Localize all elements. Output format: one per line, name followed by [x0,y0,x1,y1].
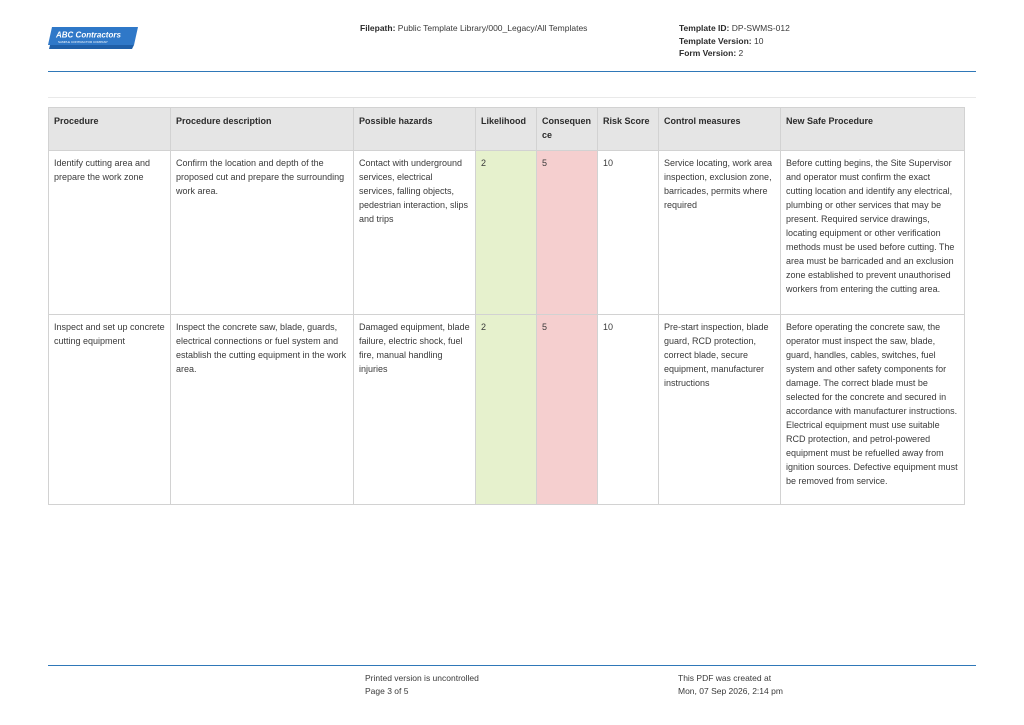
footer-divider [48,665,976,666]
cell-hazards: Damaged equipment, blade failure, electric shock, fuel fire, manual handling injuries [354,315,476,505]
swms-table [48,107,965,505]
cell-description: Confirm the location and depth of the proposed cut and prepare the surrounding work area. [171,151,354,315]
footer-left [365,672,479,698]
created-label: This PDF was created at [678,673,772,683]
cell-likelihood: 2 [476,315,537,505]
created-timestamp: Mon, 07 Sep 2026, 2:14 pm [678,686,783,696]
logo-subtext: SAMPLE CONTRACTOR COMPANY [58,40,108,44]
cell-consequence: 5 [537,315,598,505]
col-header-likelihood: Likelihood [476,108,537,151]
cell-procedure: Identify cutting area and prepare the work zone [49,151,171,315]
cell-hazards: Contact with underground services, electrical services, falling objects, pedestrian interaction, slips and trips [354,151,476,315]
cell-controls: Pre-start inspection, blade guard, RCD protection, correct blade, secure equipment, manufacturer instructions [659,315,781,505]
cell-new-procedure: Before operating the concrete saw, the operator must inspect the saw, blade, guard, handles, cables, switches, fuel system and other safety components for damage. The correct blade must be selected for the concrete and secured in accordance with manufacturer instructions. Electrical equipment must use suitable RCD protection, and petrol-powered equipment must be refuelled away from ignition sources. Defective equipment must be removed from service. [781,315,965,505]
cell-consequence: 5 [537,151,598,315]
template-info [679,22,790,60]
col-header-procedure: Procedure [49,108,171,151]
filepath [360,22,587,34]
table-row [49,315,965,505]
company-logo [48,26,140,50]
cell-risk-score: 10 [598,315,659,505]
template-version: Template Version: 10 [679,35,764,46]
header-divider [48,71,976,72]
cell-risk-score: 10 [598,151,659,315]
cell-description: Inspect the concrete saw, blade, guards, electrical connections or fuel system and establish the cutting equipment in the work area. [171,315,354,505]
uncontrolled-notice: Printed version is uncontrolled [365,673,479,683]
col-header-hazards: Possible hazards [354,108,476,151]
footer-right [678,672,783,698]
page-number: Page 3 of 5 [365,686,409,696]
col-header-risk-score: Risk Score [598,108,659,151]
cell-controls: Service locating, work area inspection, exclusion zone, barricades, permits where required [659,151,781,315]
col-header-new-safe-procedure: New Safe Procedure [781,108,965,151]
col-header-consequence: Consequen ce [537,108,598,151]
section-divider [48,97,976,98]
filepath-label: Filepath: [360,23,396,33]
col-header-description: Procedure description [171,108,354,151]
cell-procedure: Inspect and set up concrete cutting equipment [49,315,171,505]
cell-new-procedure: Before cutting begins, the Site Supervisor and operator must confirm the exact cutting location and identify any electrical, plumbing or other services that may be present. Required service drawings, locating equipment or other verification methods must be used before cutting. The area must be barricaded and an exclusion zone established to prevent unauthorised workers from entering the cutting area. [781,151,965,315]
col-header-control-measures: Control measures [659,108,781,151]
table-header-row [49,108,965,151]
template-id: Template ID: DP-SWMS-012 [679,23,790,33]
filepath-value: Public Template Library/000_Legacy/All Templates [397,23,588,33]
table-row [49,151,965,315]
form-version: Form Version: 2 [679,48,744,58]
logo-text: ABC Contractors [56,30,121,40]
cell-likelihood: 2 [476,151,537,315]
